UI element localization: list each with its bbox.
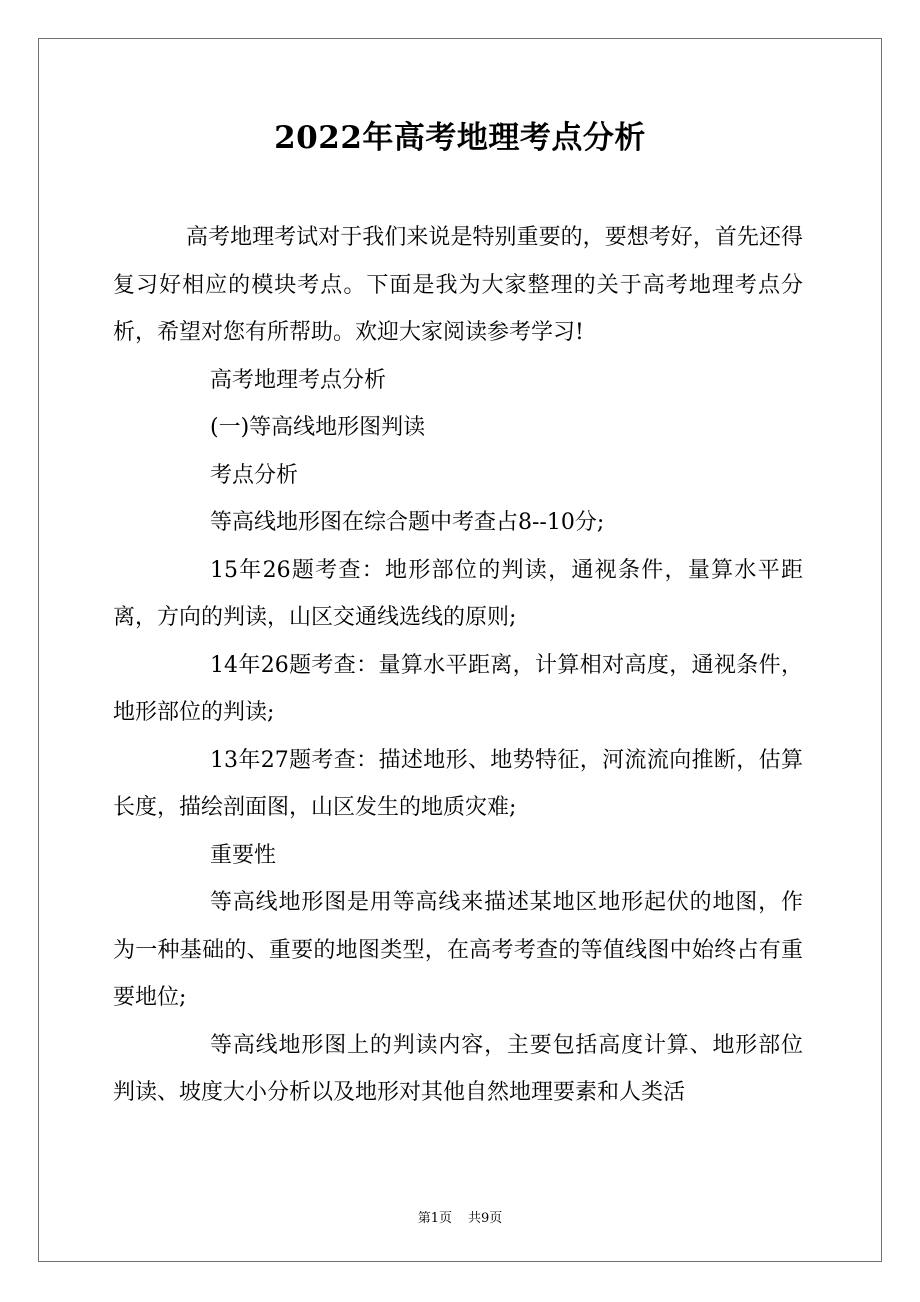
paragraph: 等高线地形图在综合题中考查占8--10分; (210, 510, 605, 535)
paragraph: 高考地理考点分析 (210, 367, 387, 393)
page-footer (0, 1207, 920, 1226)
page-number: 第1页 (417, 1211, 452, 1226)
paragraph: 14年26题考查：量算水平距离，计算相对高度，通视条件，地形部位的判读; (113, 652, 803, 725)
paragraph: 等高线地形图上的判读内容，主要包括高度计算、地形部位判读、坡度大小分析以及地形对其他自然地理要素和人类活 (113, 1032, 803, 1105)
paragraph: 13年27题考查：描述地形、地势特征，河流流向推断，估算长度，描绘剖面图，山区发生的地质灾难; (113, 747, 803, 820)
document-title: 2022年高考地理考点分析 (274, 120, 646, 156)
paragraph: (一)等高线地形图判读 (210, 415, 426, 440)
paragraph: 重要性 (210, 842, 277, 868)
paragraph: 高考地理考试对于我们来说是特别重要的，要想考好，首先还得复习好相应的模块考点。下面是我为大家整理的关于高考地理考点分析，希望对您有所帮助。欢迎大家阅读参考学习! (113, 225, 803, 345)
document-body (113, 214, 803, 1117)
page-total: 共9页 (468, 1211, 503, 1226)
paragraph: 等高线地形图是用等高线来描述某地区地形起伏的地图，作为一种基础的、重要的地图类型，在高考考查的等值线图中始终占有重要地位; (113, 890, 803, 1010)
paragraph: 15年26题考查：地形部位的判读，通视条件，量算水平距离，方向的判读，山区交通线选线的原则; (113, 557, 803, 630)
paragraph: 考点分析 (210, 462, 299, 488)
